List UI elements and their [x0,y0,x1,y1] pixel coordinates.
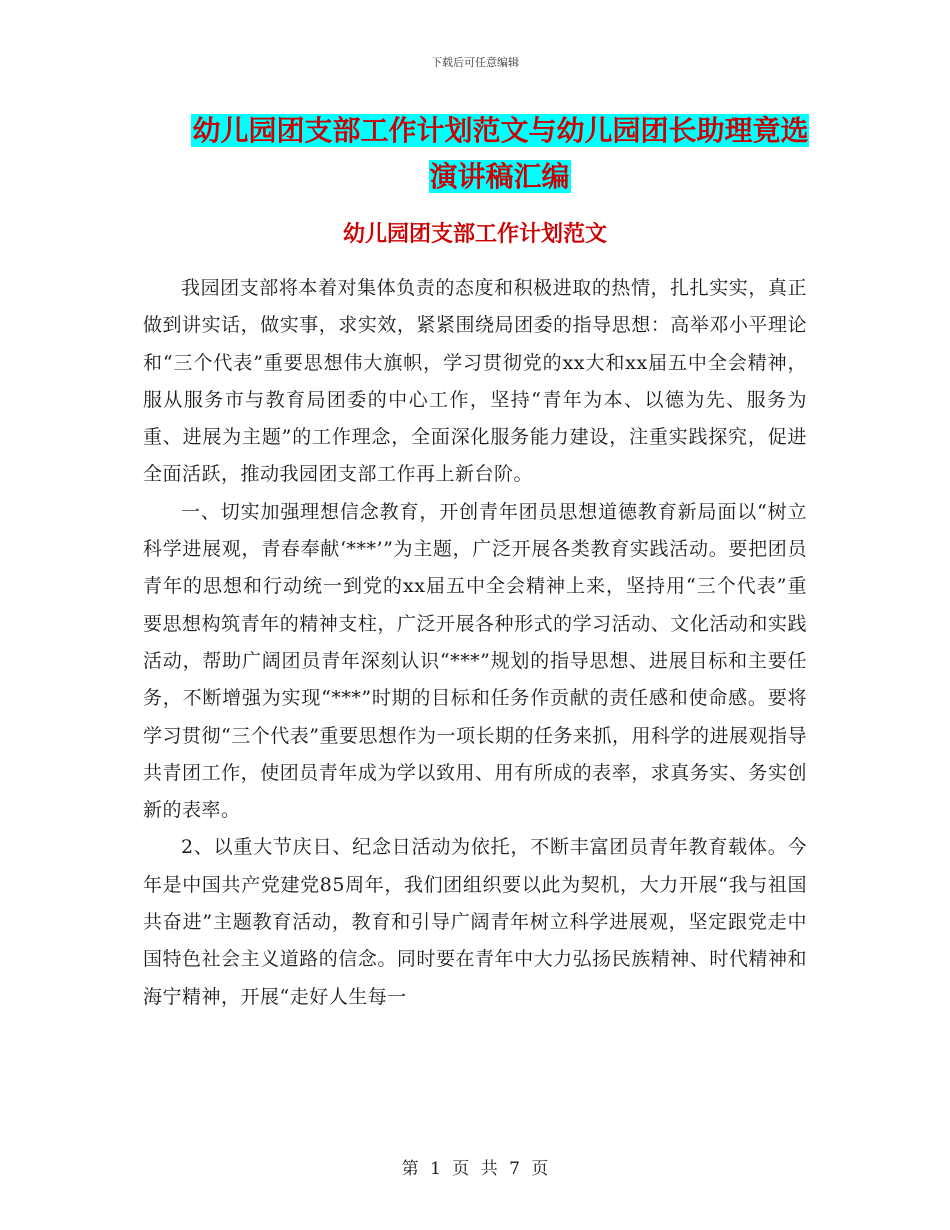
header-note: 下载后可任意编辑 [431,56,519,69]
document-title-text: 幼儿园团支部工作计划范文与幼儿园团长助理竟选演讲稿汇编 [192,114,809,193]
paragraph: 2、以重大节庆日、纪念日活动为依托，不断丰富团员青年教育载体。今年是中国共产党建党85周年，我们团组织要以此为契机，大力开展“我与祖国共奋进”主题教育活动，教育和引导广阔青年树立科学进展观，坚定跟党走中国特色社会主义道路的信念。同时要在青年中大力弘扬民族精神、时代精神和海宁精神，开展“走好人生每一 [143,836,807,1008]
page-footer: 第 1 页 共 7 页 [401,1159,549,1179]
paragraph: 我园团支部将本着对集体负责的态度和积极进取的热情，扎扎实实，真正做到讲实话，做实事，求实效，紧紧围绕局团委的指导思想：高举邓小平理论和“三个代表”重要思想伟大旗帜，学习贯彻党的xx大和xx届五中全会精神，服从服务市与教育局团委的中心工作，坚持“青年为本、以德为先、服务为重、进展为主题”的工作理念，全面深化服务能力建设，注重实践探究，促进全面活跃，推动我园团支部工作再上新台阶。 [143,277,807,486]
section-title: 幼儿园团支部工作计划范文 [342,222,607,247]
document-title [190,108,810,200]
paragraph: 一、切实加强理想信念教育，开创青年团员思想道德教育新局面以“树立科学进展观，青春奉献‘***’”为主题，广泛开展各类教育实践活动。要把团员青年的思想和行动统一到党的xx届五中全会精神上来，坚持用“三个代表”重要思想构筑青年的精神支柱，广泛开展各种形式的学习活动、文化活动和实践活动，帮助广阔团员青年深刻认识“***”规划的指导思想、进展目标和主要任务，不断增强为实现“***”时期的目标和任务作贡献的责任感和使命感。要将学习贯彻“三个代表”重要思想作为一项长期的任务来抓，用科学的进展观指导共青团工作，使团员青年成为学以致用、用有所成的表率，求真务实、务实创新的表率。 [143,500,807,822]
body-text [143,270,807,1016]
